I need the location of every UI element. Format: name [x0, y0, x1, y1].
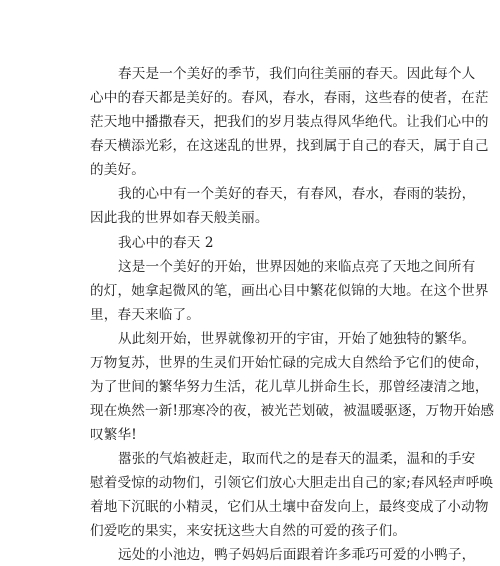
text-line: 着地下沉眠的小精灵，它们从土壤中奋发向上，最终变成了小动物 [90, 499, 489, 515]
text-line: 为了世间的繁华努力生活，花儿草儿拼命生长，那曾经凄清之地， [90, 379, 489, 395]
text-line: 慰着受惊的动物们，引领它们放心大胆走出自己的家;春风轻声呼唤 [90, 475, 494, 491]
text-line: 因此我的世界如春天般美丽。 [90, 210, 269, 226]
text-line: 里，春天来临了。 [90, 307, 200, 323]
text-line: 的美好。 [90, 162, 145, 178]
text-line: 我的心中有一个美好的春天，有春风，春水，春雨的装扮， [118, 186, 476, 202]
text-line: 春天是一个美好的季节，我们向往美丽的春天。因此每个人 [118, 66, 476, 82]
text-line: 这是一个美好的开始，世界因她的来临点亮了天地之间所有 [118, 259, 476, 275]
text-line: 现在焕然一新!那寒冷的夜，被光芒划破，被温暖驱逐，万物开始感 [90, 403, 495, 419]
text-line: 们爱吃的果实，来安抚这些大自然的可爱的孩子们。 [90, 523, 407, 539]
text-line: 从此刻开始，世界就像初开的宇宙，开始了她独特的繁华。 [118, 331, 476, 347]
text-line: 茫天地中播撒春天，把我们的岁月装点得风华绝代。让我们心中的 [90, 114, 489, 130]
heading-text: 我心中的春天 2 [118, 235, 214, 251]
text-line: 叹繁华! [90, 427, 137, 443]
text-line: 心中的春天都是美好的。春风，春水，春雨，这些春的使者，在茫 [90, 90, 489, 106]
text-line: 万物复苏，世界的生灵们开始忙碌的完成大自然给予它们的使命， [90, 355, 489, 371]
text-line: 春天横添光彩，在这迷乱的世界，找到属于自己的春天，属于自己 [90, 138, 489, 154]
text-line: 的灯，她拿起微风的笔，画出心目中繁花似锦的大地。在这个世界 [90, 283, 489, 299]
text-line: 远处的小池边，鸭子妈妈后面跟着许多乖巧可爱的小鸭子， [118, 547, 476, 563]
text-line: 嚣张的气焰被赶走，取而代之的是春天的温柔，温和的手安 [118, 451, 476, 467]
